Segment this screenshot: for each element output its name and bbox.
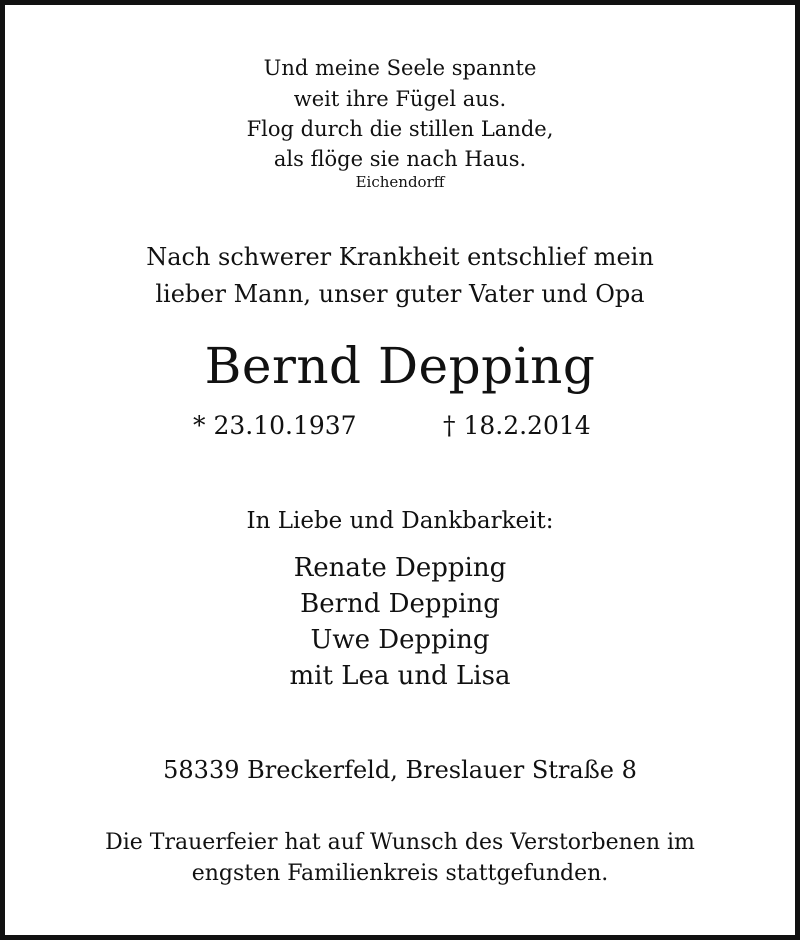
mourner-name: Uwe Depping — [310, 625, 490, 655]
mourner-name: mit Lea und Lisa — [289, 661, 511, 691]
footer-line: Die Trauerfeier hat auf Wunsch des Verstorbenen im — [105, 830, 695, 855]
deceased-name: Bernd Depping — [204, 337, 596, 395]
mourner-name: Bernd Depping — [300, 589, 500, 619]
birth-date: * 23.10.1937 — [193, 411, 357, 440]
poem-line: Und meine Seele spannte — [263, 56, 537, 80]
poem-line: als flöge sie nach Haus. — [273, 147, 527, 171]
poem-author: Eichendorff — [355, 173, 445, 191]
mourners-heading: In Liebe und Dankbarkeit: — [246, 508, 554, 534]
intro-line: lieber Mann, unser guter Vater und Opa — [155, 280, 645, 308]
intro-line: Nach schwerer Krankheit entschlief mein — [146, 243, 654, 271]
death-date: † 18.2.2014 — [443, 411, 591, 440]
poem-line: weit ihre Fügel aus. — [293, 87, 507, 111]
poem-line: Flog durch die stillen Lande, — [246, 117, 554, 141]
address: 58339 Breckerfeld, Breslauer Straße 8 — [163, 756, 637, 784]
footer-line: engsten Familienkreis stattgefunden. — [191, 861, 609, 886]
mourner-name: Renate Depping — [293, 553, 507, 583]
